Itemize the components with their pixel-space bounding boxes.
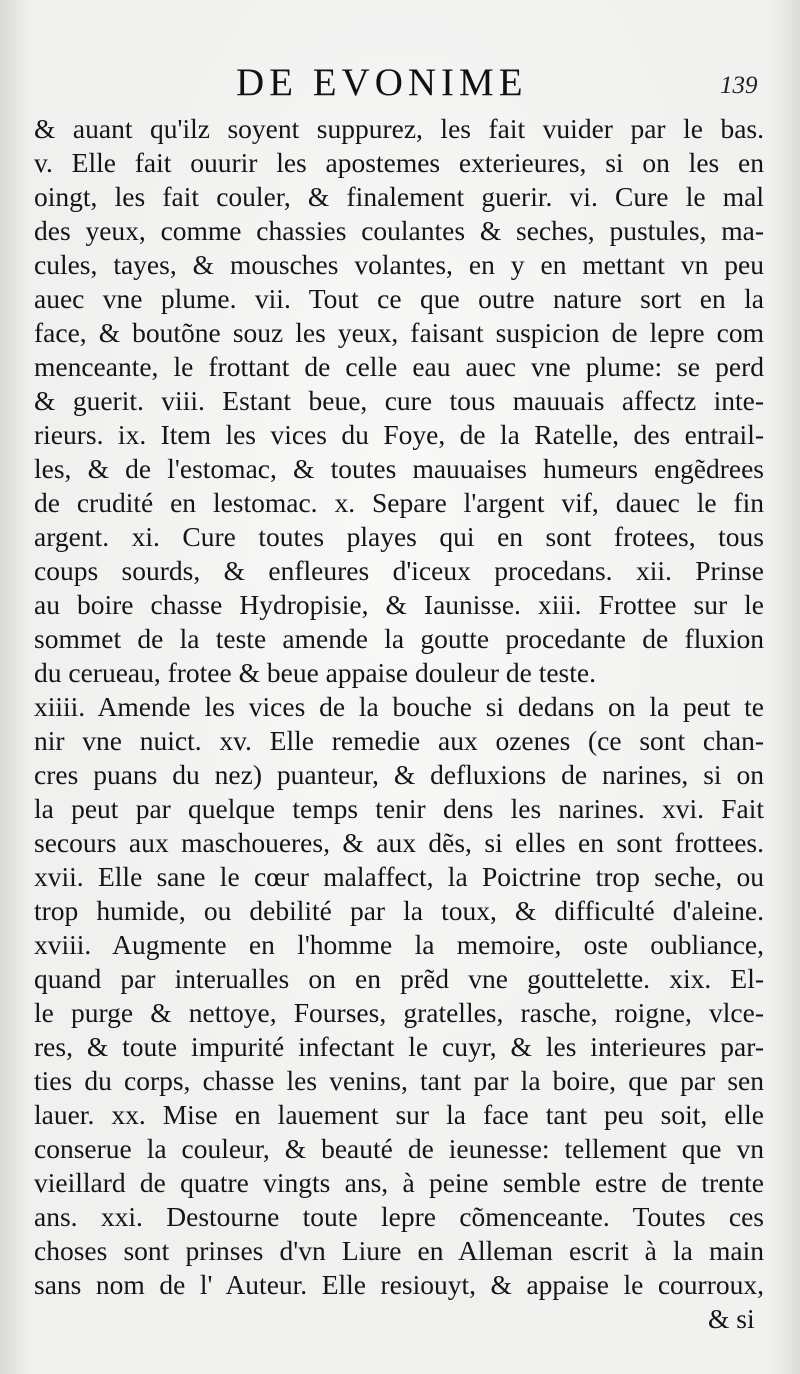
page-number: 139 [720, 72, 758, 99]
text-line: sans nom de l' Auteur. Elle resiouyt, & appaise le courroux, [34, 1269, 764, 1300]
text-line: trop humide, ou debilité par la toux, & difficulté d'aleine. [34, 895, 764, 926]
text-line: xiiii. Amende les vices de la bouche si dedans on la peut te [34, 691, 764, 722]
page-header [0, 58, 800, 108]
text-line: xviii. Augmente en l'homme la memoire, oste oubliance, [34, 929, 764, 960]
body-text [34, 112, 764, 1302]
text-line: coups sourds, & enfleures d'iceux procedans. xii. Prinse [34, 555, 764, 586]
text-line: vieillard de quatre vingts ans, à peine semble estre de trente [34, 1167, 764, 1198]
catchword: & si [708, 1303, 755, 1334]
text-line: choses sont prinses d'vn Liure en Alleman escrit à la main [34, 1235, 764, 1266]
text-line: & guerit. viii. Estant beue, cure tous mauuais affectz inte- [34, 385, 764, 416]
text-line: sommet de la teste amende la goutte procedante de fluxion [34, 623, 764, 654]
text-line: xvii. Elle sane le cœur malaffect, la Poictrine trop seche, ou [34, 861, 764, 892]
text-line: lauer. xx. Mise en lauement sur la face tant peu soit, elle [34, 1099, 764, 1130]
running-title: DE EVONIME [236, 61, 528, 104]
text-line: v. Elle fait ouurir les apostemes exterieures, si on les en [34, 147, 764, 178]
text-line: la peut par quelque temps tenir dens les narines. xvi. Fait [34, 793, 764, 824]
text-line: secours aux maschoueres, & aux dẽs, si elles en sont frottees. [34, 827, 764, 858]
text-line: des yeux, comme chassies coulantes & seches, pustules, ma- [34, 215, 764, 246]
text-line: de crudité en lestomac. x. Separe l'argent vif, dauec le fin [34, 487, 764, 518]
text-line: quand par interualles on en prẽd vne gouttelette. xix. El- [34, 963, 764, 994]
text-line: argent. xi. Cure toutes playes qui en sont frotees, tous [34, 521, 764, 552]
text-line: le purge & nettoye, Fourses, gratelles, rasche, roigne, vlce- [34, 997, 764, 1028]
text-line: cules, tayes, & mousches volantes, en y en mettant vn peu [34, 249, 764, 280]
text-line: ties du corps, chasse les venins, tant par la boire, que par sen [34, 1065, 764, 1096]
text-line: oingt, les fait couler, & finalement guerir. vi. Cure le mal [34, 181, 764, 212]
text-line: face, & boutõne souz les yeux, faisant suspicion de lepre com [34, 317, 764, 348]
text-line: auec vne plume. vii. Tout ce que outre nature sort en la [34, 283, 764, 314]
text-line: menceante, le frottant de celle eau auec vne plume: se perd [34, 351, 764, 382]
text-line: les, & de l'estomac, & toutes mauuaises humeurs engẽdrees [34, 453, 764, 484]
text-line: au boire chasse Hydropisie, & Iaunisse. xiii. Frottee sur le [34, 589, 764, 620]
text-line: res, & toute impurité infectant le cuyr, & les interieures par- [34, 1031, 764, 1062]
text-line: du cerueau, frotee & beue appaise douleur de teste. [34, 657, 596, 688]
text-line: conserue la couleur, & beauté de ieunesse: tellement que vn [34, 1133, 764, 1164]
text-line: rieurs. ix. Item les vices du Foye, de la Ratelle, des entrail- [34, 419, 764, 450]
text-line: ans. xxi. Destourne toute lepre cõmenceante. Toutes ces [34, 1201, 764, 1232]
text-line: cres puans du nez) puanteur, & defluxions de narines, si on [34, 759, 764, 790]
text-line: nir vne nuict. xv. Elle remedie aux ozenes (ce sont chan- [34, 725, 764, 756]
text-line: & auant qu'ilz soyent suppurez, les fait vuider par le bas. [34, 113, 764, 144]
